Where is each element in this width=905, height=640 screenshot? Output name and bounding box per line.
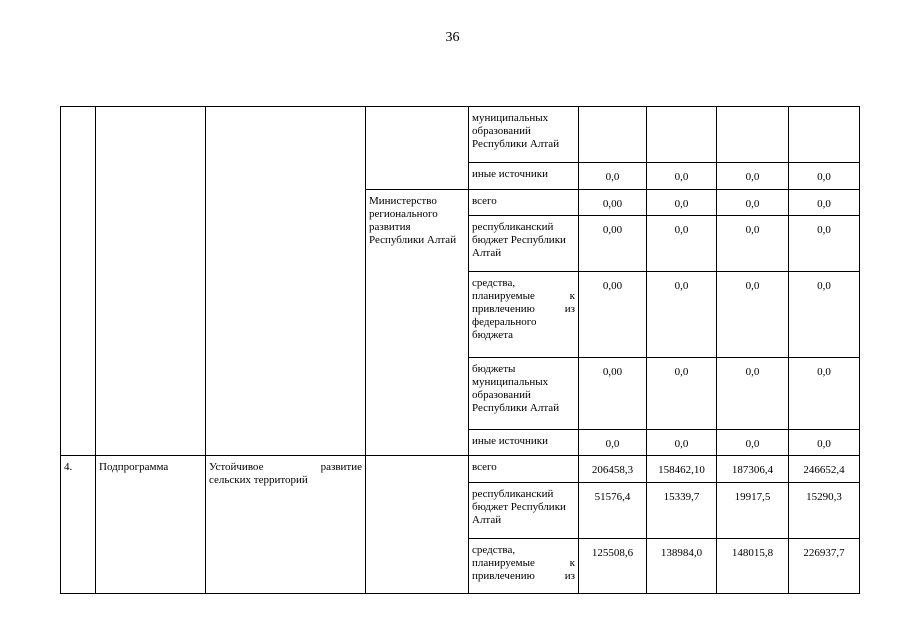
value-cell: 0,0	[647, 163, 717, 190]
source-cell: иные источники	[469, 430, 579, 456]
subprogram-name-rest: сельских территорий	[209, 474, 308, 486]
subprogram-number: 4.	[61, 456, 96, 594]
value-cell: 158462,10	[647, 456, 717, 483]
subprogram-name-word: Устойчивое	[209, 461, 264, 473]
source-cell: бюджеты муниципальных образований Республики Алтай	[469, 358, 579, 430]
value-cell: 0,0	[647, 272, 717, 358]
type-cell-empty	[96, 107, 206, 456]
value-cell: 226937,7	[789, 539, 860, 594]
value-cell: 138984,0	[647, 539, 717, 594]
value-cell: 0,0	[647, 358, 717, 430]
value-cell: 0,0	[789, 430, 860, 456]
table-row	[61, 107, 860, 163]
source-cell: всего	[469, 190, 579, 216]
name-cell-empty	[206, 107, 366, 456]
value-cell	[647, 107, 717, 163]
source-cell	[469, 272, 579, 358]
source-cell: муниципальных образований Республики Алтай	[469, 107, 579, 163]
value-cell	[789, 107, 860, 163]
value-cell: 0,0	[789, 216, 860, 272]
value-cell: 0,0	[647, 430, 717, 456]
value-cell: 0,00	[579, 358, 647, 430]
value-cell: 51576,4	[579, 483, 647, 539]
source-cell: республиканский бюджет Республики Алтай	[469, 216, 579, 272]
value-cell: 0,0	[717, 163, 789, 190]
value-cell: 0,0	[789, 190, 860, 216]
responsible-cell-empty	[366, 456, 469, 594]
responsible-executor-cell: Министерство регионального развития Республики Алтай	[366, 190, 469, 456]
value-cell: 187306,4	[717, 456, 789, 483]
subprogram-name-word: развитие	[320, 461, 362, 473]
value-cell: 125508,6	[579, 539, 647, 594]
value-cell: 15290,3	[789, 483, 860, 539]
value-cell: 0,0	[717, 190, 789, 216]
value-cell: 0,0	[717, 216, 789, 272]
source-text: средства, планируемые к привлечению из федерального бюджета	[472, 277, 575, 341]
value-cell: 0,0	[789, 272, 860, 358]
table-row	[61, 456, 860, 483]
subprogram-type: Подпрограмма	[96, 456, 206, 594]
source-cell: всего	[469, 456, 579, 483]
value-cell: 246652,4	[789, 456, 860, 483]
subprogram-name-first-line	[209, 461, 362, 474]
value-cell: 0,0	[579, 163, 647, 190]
value-cell	[579, 107, 647, 163]
value-cell: 0,00	[579, 216, 647, 272]
source-cell	[469, 539, 579, 594]
source-cell: республиканский бюджет Республики Алтай	[469, 483, 579, 539]
value-cell: 0,0	[789, 358, 860, 430]
subprogram-name	[206, 456, 366, 594]
budget-table	[60, 106, 860, 594]
value-cell: 0,0	[647, 216, 717, 272]
source-text: средства, планируемые к привлечению из	[472, 544, 575, 582]
value-cell: 0,00	[579, 272, 647, 358]
value-cell: 148015,8	[717, 539, 789, 594]
value-cell: 0,0	[717, 430, 789, 456]
source-cell: иные источники	[469, 163, 579, 190]
value-cell: 0,0	[579, 430, 647, 456]
responsible-cell-empty	[366, 107, 469, 190]
page-number: 36	[445, 30, 460, 45]
value-cell	[717, 107, 789, 163]
number-cell-empty	[61, 107, 96, 456]
value-cell: 0,0	[789, 163, 860, 190]
value-cell: 0,00	[579, 190, 647, 216]
value-cell: 206458,3	[579, 456, 647, 483]
value-cell: 0,0	[647, 190, 717, 216]
value-cell: 15339,7	[647, 483, 717, 539]
value-cell: 0,0	[717, 272, 789, 358]
value-cell: 0,0	[717, 358, 789, 430]
value-cell: 19917,5	[717, 483, 789, 539]
